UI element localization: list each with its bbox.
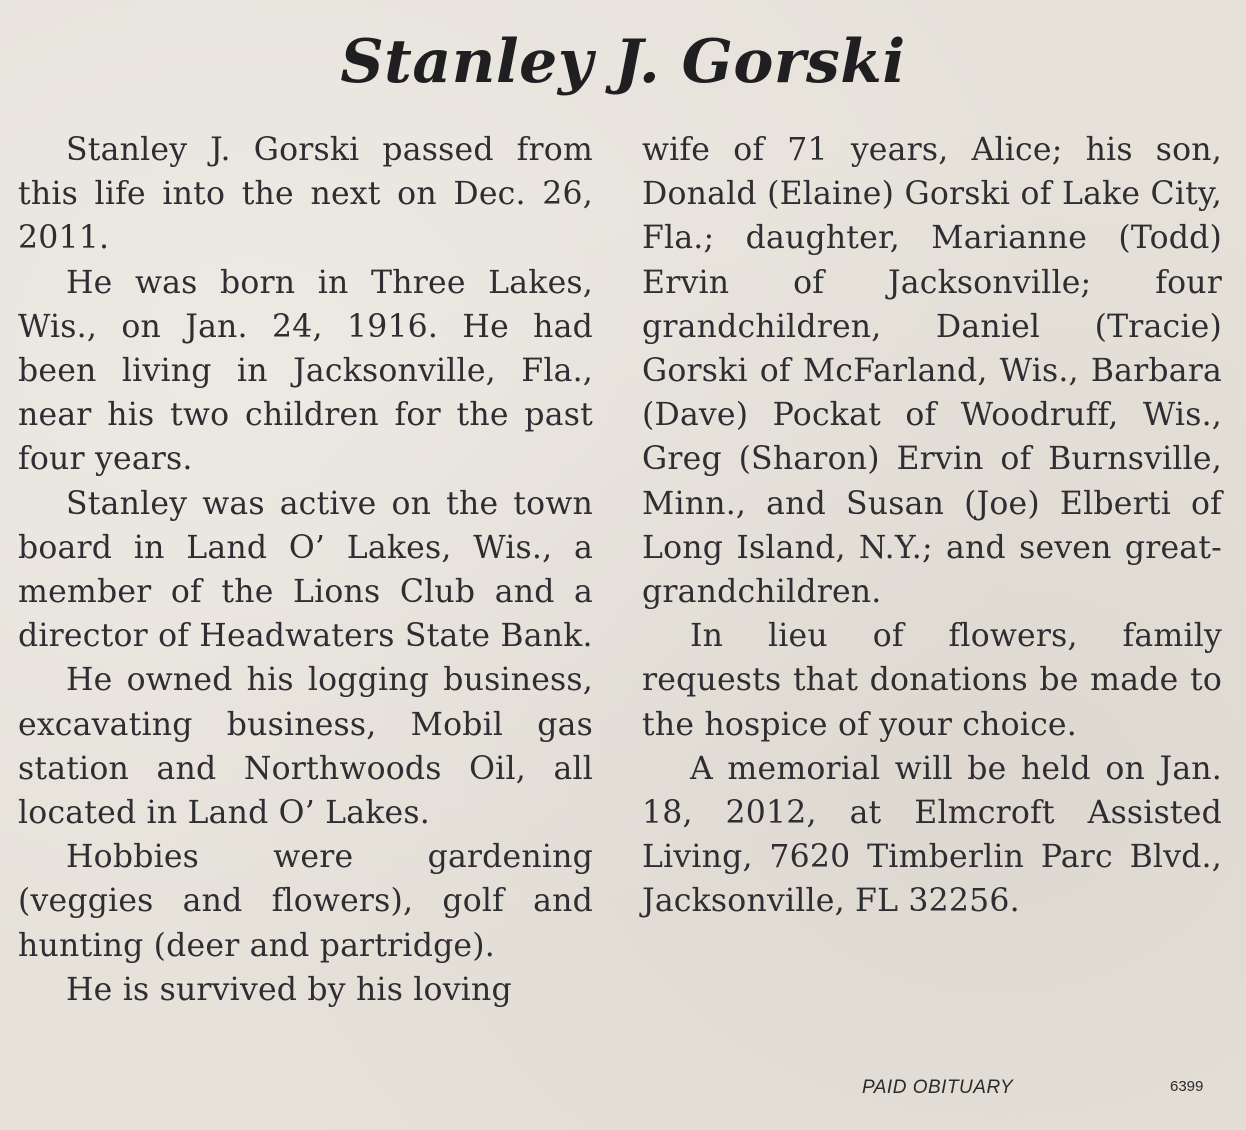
paragraph-businesses: He owned his logging business, excavating business, Mobil gas station and Northwoods Oil, all located in Land O’ Lakes. — [18, 662, 593, 832]
right-column — [642, 128, 1222, 924]
obituary-code: 6399 — [1170, 1078, 1204, 1095]
paragraph-passing: Stanley J. Gorski passed from this life into the next on Dec. 26, 2011. — [18, 132, 593, 257]
obituary-title: Stanley J. Gorski — [340, 27, 906, 97]
paragraph-donations: In lieu of flowers, family requests that donations be made to the hospice of your choice. — [642, 618, 1222, 743]
paragraph-hobbies: Hobbies were gardening (veggies and flowers), golf and hunting (deer and partridge). — [18, 839, 593, 964]
paragraph-survivors-start: He is survived by his loving — [66, 971, 512, 1008]
paragraph-birth: He was born in Three Lakes, Wis., on Jan. 24, 1916. He had been living in Jacksonville, Fla., near his two children for the past four years. — [18, 264, 593, 478]
paragraph-memorial: A memorial will be held on Jan. 18, 2012, at Elmcroft Assisted Living, 7620 Timberlin Parc Blvd., Jacksonville, FL 32256. — [642, 750, 1222, 920]
paragraph-community: Stanley was active on the town board in Land O’ Lakes, Wis., a member of the Lions Club and a director of Headwaters State Bank. — [18, 485, 593, 655]
paragraph-survivors-cont: wife of 71 years, Alice; his son, Donald (Elaine) Gorski of Lake City, Fla.; daughter, Marianne (Todd) Ervin of Jacksonville; four grandchildren, Daniel (Tracie) Gorski of McFarland, Wis., Barbara (Dave) Pockat of Woodruff, Wis., Greg (Sharon) Ervin of Burnsville, Minn., and Susan (Joe) Elberti of Long Island, N.Y.; and seven great-grandchildren. — [642, 132, 1222, 611]
paid-obituary-label: PAID OBITUARY — [862, 1077, 1014, 1098]
left-column — [18, 128, 593, 1012]
